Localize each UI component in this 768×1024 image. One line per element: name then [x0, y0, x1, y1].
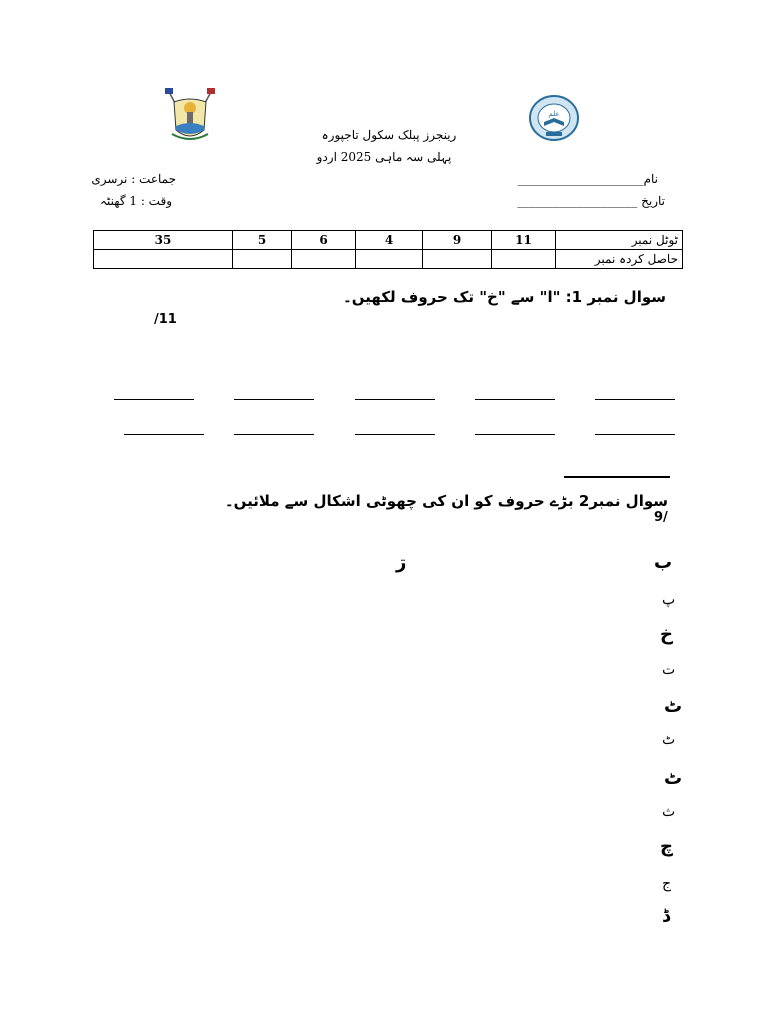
small-letter: ت [662, 662, 676, 678]
section-divider [564, 476, 670, 478]
right-school-emblem-logo [528, 94, 580, 142]
left-school-crest-logo [162, 86, 218, 144]
answer-blank[interactable] [475, 399, 555, 400]
question-1-marks: /11 [154, 312, 177, 327]
marks-cell-q1: 11 [492, 231, 556, 250]
marks-cell-q3: 4 [356, 231, 423, 250]
time-label: وقت : 1 گھنٹہ [100, 194, 172, 208]
date-field-label: تاریخ ____________________ [517, 194, 665, 208]
marks-cell-q5: 5 [233, 231, 292, 250]
obtained-marks-row [94, 250, 683, 269]
obtained-cell-q5 [233, 250, 292, 269]
question-2-marks: 9/ [654, 510, 668, 525]
small-letter: ث [662, 804, 676, 820]
left-letter: ڗ [396, 552, 407, 573]
obtained-cell-q1 [492, 250, 556, 269]
svg-text:علم: علم [548, 110, 560, 118]
marks-table [93, 230, 683, 269]
answer-blank[interactable] [475, 434, 555, 435]
small-letter: ٹ [662, 732, 676, 748]
answer-blank[interactable] [114, 399, 194, 400]
marks-cell-q2: 9 [423, 231, 492, 250]
obtained-cell-q4 [292, 250, 356, 269]
answer-blank[interactable] [595, 434, 675, 435]
answer-blank[interactable] [355, 399, 435, 400]
big-letter: چ [660, 836, 673, 857]
answer-blank[interactable] [124, 434, 204, 435]
total-marks-label: ٹوٹل نمبر [556, 231, 683, 250]
exam-title: پہلی سہ ماہی 2025 اردو [316, 150, 452, 164]
big-letter: ب [654, 552, 673, 573]
answer-blank[interactable] [234, 399, 314, 400]
big-letter: ڈ [662, 906, 671, 927]
name-field-label: نام_____________________ [517, 172, 658, 186]
marks-cell-total: 35 [94, 231, 233, 250]
answer-blank[interactable] [234, 434, 314, 435]
obtained-cell-q3 [356, 250, 423, 269]
small-letter: پ [662, 592, 676, 608]
obtained-marks-label: حاصل کردہ نمبر [556, 250, 683, 269]
question-1-text: سوال نمبر 1: "ا" سے "خ" تک حروف لکھیں۔ [343, 288, 666, 306]
answer-blank[interactable] [355, 434, 435, 435]
class-label: جماعت : نرسری [91, 172, 176, 186]
answer-blank[interactable] [595, 399, 675, 400]
big-letter: ٹ [664, 768, 683, 789]
obtained-cell-q2 [423, 250, 492, 269]
small-letter: ج [662, 876, 672, 892]
total-marks-row [94, 231, 683, 250]
marks-cell-q4: 6 [292, 231, 356, 250]
obtained-cell-total [94, 250, 233, 269]
school-name: رینجرز پبلک سکول تاجپورہ [321, 128, 457, 142]
big-letter: ٹ [664, 696, 683, 717]
big-letter: خ [660, 624, 673, 645]
question-2-text: سوال نمبر2 بڑے حروف کو ان کی چھوٹی اشکال سے ملائیں۔ [224, 492, 668, 510]
